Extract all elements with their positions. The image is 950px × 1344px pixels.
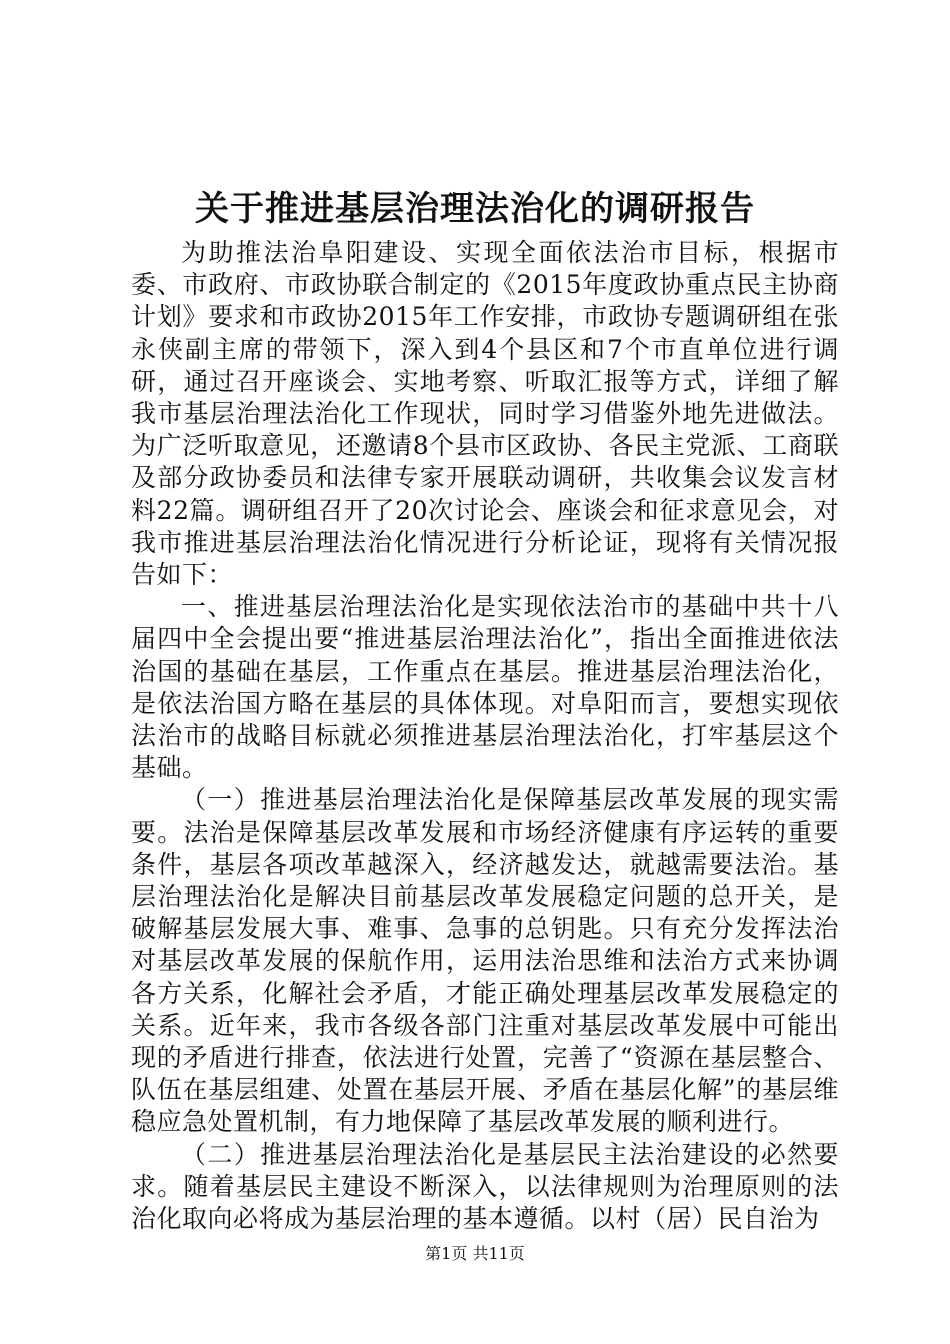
- paragraph-section-1-2: （二）推进基层治理法治化是基层民主法治建设的必然要求。随着基层民主建设不断深入，以法律规则为治理原则的法治化取向必将成为基层治理的基本遵循。以村（居）民自治为: [131, 1139, 839, 1234]
- page-footer: 第1页 共11页: [425, 1244, 525, 1263]
- paragraph-intro: 为助推法治阜阳建设、实现全面依法治市目标，根据市委、市政府、市政协联合制定的《2015年度政协重点民主协商计划》要求和市政协2015年工作安排，市政协专题调研组在张永侠副主席的带领下，深入到4个县区和7个市直单位进行调研，通过召开座谈会、实地考察、听取汇报等方式，详细了解我市基层治理法治化工作现状，同时学习借鉴外地先进做法。为广泛听取意见，还邀请8个县市区政协、各民主党派、工商联及部分政协委员和法律专家开展联动调研，共收集会议发言材料22篇。调研组召开了20次讨论会、座谈会和征求意见会，对我市推进基层治理法治化情况进行分析论证，现将有关情况报告如下：: [131, 238, 839, 590]
- paragraph-section-1-1: （一）推进基层治理法治化是保障基层改革发展的现实需要。法治是保障基层改革发展和市场经济健康有序运转的重要条件，基层各项改革越深入，经济越发达，就越需要法治。基层治理法治化是解决目前基层改革发展稳定问题的总开关，是破解基层发展大事、难事、急事的总钥匙。只有充分发挥法治对基层改革发展的保航作用，运用法治思维和法治方式来协调各方关系，化解社会矛盾，才能正确处理基层改革发展稳定的关系。近年来，我市各级各部门注重对基层改革发展中可能出现的矛盾进行排查，依法进行处置，完善了“资源在基层整合、队伍在基层组建、处置在基层开展、矛盾在基层化解”的基层维稳应急处置机制，有力地保障了基层改革发展的顺利进行。: [131, 785, 839, 1137]
- document-title: 关于推进基层治理法治化的调研报告: [195, 189, 755, 229]
- document-body: [131, 237, 839, 1235]
- paragraph-section-1: 一、推进基层治理法治化是实现依法治市的基础中共十八届四中全会提出要“推进基层治理法治化”，指出全面推进依法治国的基础在基层，工作重点在基层。推进基层治理法治化，是依法治国方略在基层的具体体现。对阜阳而言，要想实现依法治市的战略目标就必须推进基层治理法治化，打牢基层这个基础。: [131, 592, 839, 783]
